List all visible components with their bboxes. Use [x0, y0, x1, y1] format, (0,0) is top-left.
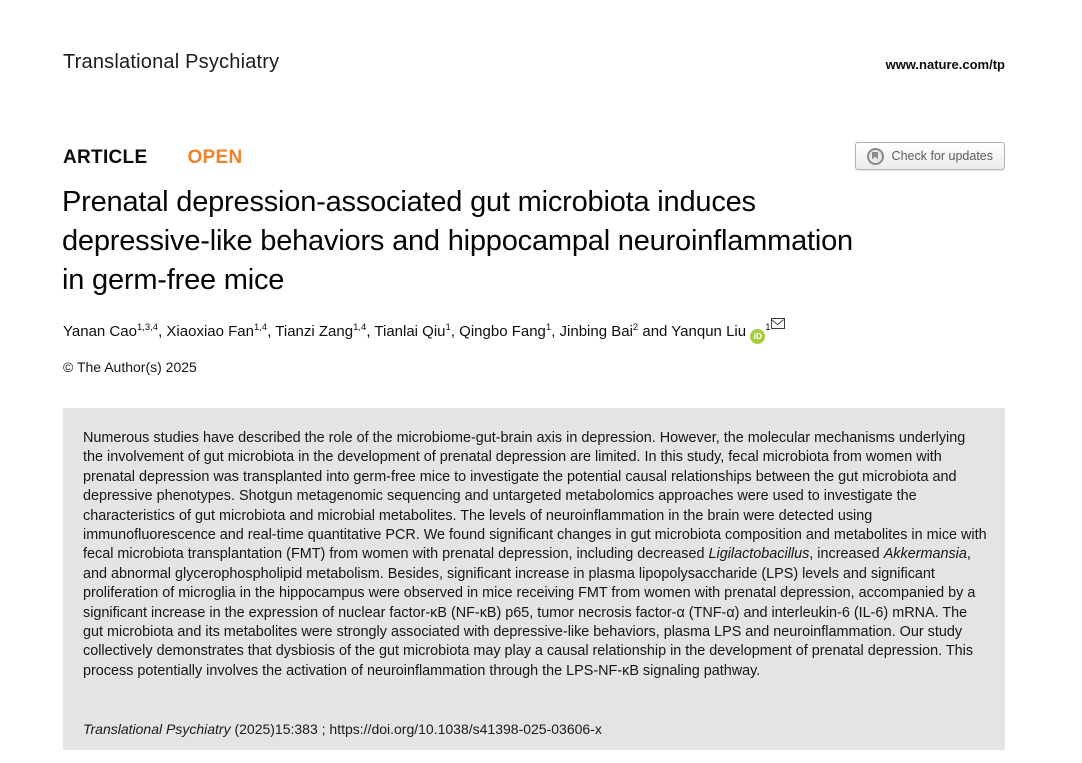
text-segment: 1,4 — [253, 322, 268, 333]
crossmark-bookmark-icon — [867, 148, 884, 165]
abstract-box — [63, 408, 1005, 750]
abstract-text — [83, 429, 987, 681]
text-segment: 1 — [445, 322, 451, 333]
journal-url: www.nature.com/tp — [885, 57, 1005, 72]
text-segment: , Xiaoxiao Fan — [158, 323, 254, 340]
text-segment: 2 — [632, 322, 639, 333]
article-title-line-3: in germ-free mice — [62, 264, 285, 296]
check-for-updates-button[interactable] — [855, 142, 1005, 170]
text-segment: Akkermansia — [883, 546, 967, 563]
journal-name: Translational Psychiatry — [63, 51, 280, 73]
text-segment: , Jinbing Bai — [551, 323, 633, 340]
article-title-line-2: depressive-like behaviors and hippocampal neuroinflammation — [62, 225, 853, 257]
copyright-line: © The Author(s) 2025 — [63, 359, 197, 375]
text-segment: 1,3,4 — [136, 322, 159, 333]
text-segment: , and abnormal glycerophospholipid metabolism. Besides, significant increase in plasma lipopolysaccharide (LPS) levels and significant proliferation of microglia in the hippocampus were observed in mice receiving FMT from women with prenatal depression, accompanied by a significant increase in the expression of nuclear factor-κB (NF-κB) p65, tumor necrosis factor-α (TNF-α) and interleukin-6 (IL-6) mRNA. The gut microbiota and its metabolites were strongly associated with depressive-like behaviors, plasma LPS and neuroinflammation. Our study collectively demonstrates that dysbiosis of the gut microbiota may play a causal relationship in the development of prenatal depression. This process potentially involves the activation of neuroinflammation through the LPS-NF-κB signaling pathway. — [83, 546, 976, 679]
text-segment: Ligilactobacillus — [708, 546, 810, 563]
author-list — [63, 318, 1013, 344]
article-type-label: ARTICLE — [63, 147, 148, 168]
article-type-row — [63, 147, 242, 169]
text-segment: Numerous studies have described the role of the microbiome-gut-brain axis in depression. However, the molecular mechanisms underlying the involvement of gut microbiota in the development of prenatal depression are limited. In this study, fecal microbiota from women with prenatal depression was transplanted into germ-free mice to investigate the potential causal relationships between the gut microbiota and depressive phenotypes. Shotgun metagenomic sequencing and untargeted metabolomics approaches were used to investigate the characteristics of gut microbiota and microbial metabolites. The levels of neuroinflammation in the brain were detected using immunofluorescence and real-time quantitative PCR. We found significant changes in gut microbiota composition and metabolites in mice with fecal microbiota transplantation (FMT) from women with prenatal depression, including decreased — [83, 430, 987, 563]
text-segment: 1 — [765, 322, 771, 333]
orcid-icon[interactable]: iD — [750, 329, 765, 344]
text-segment: 1,4 — [353, 322, 367, 333]
text-segment: , Qingbo Fang — [450, 323, 546, 340]
text-segment: , increased — [809, 546, 884, 563]
text-segment: Translational Psychiatry — [83, 721, 231, 737]
text-segment: and Yanqun Liu — [638, 323, 751, 340]
text-segment: 1 — [545, 322, 552, 333]
article-title-line-1: Prenatal depression-associated gut microbiota induces — [62, 186, 756, 218]
text-segment: , Tianlai Qiu — [366, 323, 446, 340]
text-segment: , Tianzi Zang — [267, 323, 354, 340]
check-for-updates-label: Check for updates — [891, 149, 993, 163]
open-access-label: OPEN — [187, 147, 243, 168]
citation-line[interactable] — [83, 721, 602, 737]
email-icon[interactable] — [771, 318, 785, 329]
bookmark-glyph — [872, 152, 878, 160]
superscript — [771, 322, 785, 333]
article-title — [62, 183, 1042, 300]
text-segment: Yanan Cao — [63, 323, 137, 340]
text-segment: (2025)15:383 ; https://doi.org/10.1038/s41398-025-03606-x — [230, 721, 602, 737]
